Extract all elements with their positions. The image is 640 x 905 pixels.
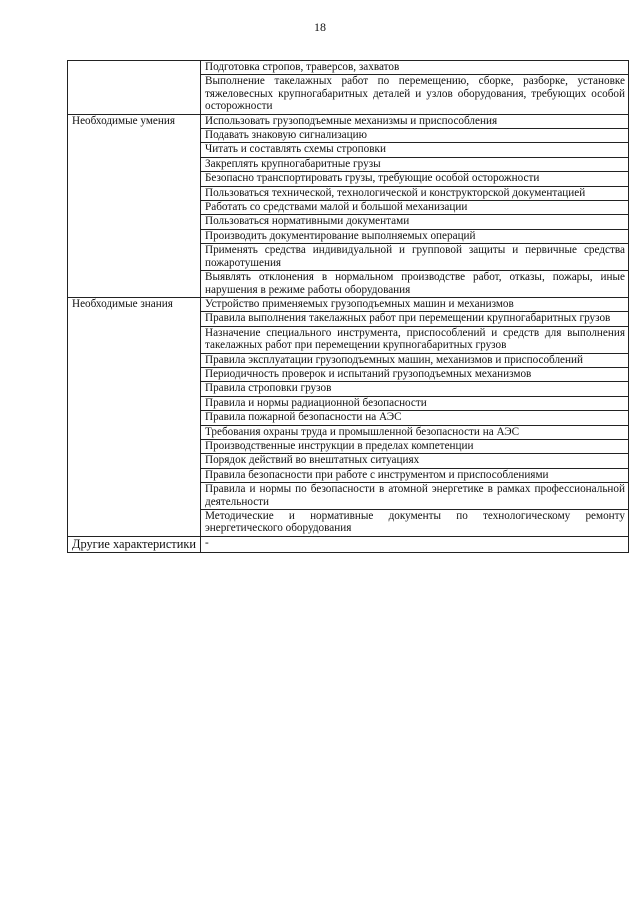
section-item: Выполнение такелажных работ по перемещению, сборке, разборке, установке тяжеловесных крупногабаритных деталей и узлов оборудования, требующих особой осторожности bbox=[201, 75, 629, 114]
table-row bbox=[68, 536, 629, 552]
page-number: 18 bbox=[314, 20, 326, 34]
table-row bbox=[68, 297, 629, 311]
section-label-required-skills: Необходимые умения bbox=[68, 114, 201, 297]
section-item: Работать со средствами малой и большой механизации bbox=[201, 201, 629, 215]
section-item: Выявлять отклонения в нормальном производстве работ, отказы, пожары, иные нарушения в режиме работы оборудования bbox=[201, 271, 629, 298]
section-label-required-knowledge: Необходимые знания bbox=[68, 297, 201, 536]
section-item: Читать и составлять схемы строповки bbox=[201, 143, 629, 157]
section-item: Подготовка стропов, траверсов, захватов bbox=[201, 61, 629, 75]
section-item: Правила безопасности при работе с инструментом и приспособлениями bbox=[201, 468, 629, 482]
section-item: Правила и нормы радиационной безопасности bbox=[201, 396, 629, 410]
table-row bbox=[68, 61, 629, 75]
table-row bbox=[68, 114, 629, 128]
section-item: Применять средства индивидуальной и групповой защиты и первичные средства пожаротушения bbox=[201, 244, 629, 271]
section-item: Пользоваться технической, технологической и конструкторской документацией bbox=[201, 186, 629, 200]
section-item: Использовать грузоподъемные механизмы и приспособления bbox=[201, 114, 629, 128]
section-item: Правила строповки грузов bbox=[201, 382, 629, 396]
section-item: Порядок действий во внештатных ситуациях bbox=[201, 454, 629, 468]
section-item: Производственные инструкции в пределах компетенции bbox=[201, 439, 629, 453]
section-item: Требования охраны труда и промышленной безопасности на АЭС bbox=[201, 425, 629, 439]
section-item: Периодичность проверок и испытаний грузоподъемных механизмов bbox=[201, 367, 629, 381]
section-item: Безопасно транспортировать грузы, требующие особой осторожности bbox=[201, 172, 629, 186]
section-item: Закреплять крупногабаритные грузы bbox=[201, 157, 629, 171]
requirements-table bbox=[67, 60, 629, 553]
section-item: Правила выполнения такелажных работ при перемещении крупногабаритных грузов bbox=[201, 312, 629, 326]
section-label-continued bbox=[68, 61, 201, 115]
section-label-other-characteristics: Другие характеристики bbox=[68, 536, 201, 552]
section-item: Устройство применяемых грузоподъемных машин и механизмов bbox=[201, 297, 629, 311]
section-item: Правила и нормы по безопасности в атомной энергетике в рамках профессиональной деятельности bbox=[201, 483, 629, 510]
section-item: Правила эксплуатации грузоподъемных машин, механизмов и приспособлений bbox=[201, 353, 629, 367]
section-item: Правила пожарной безопасности на АЭС bbox=[201, 411, 629, 425]
section-item: Подавать знаковую сигнализацию bbox=[201, 129, 629, 143]
section-item: - bbox=[201, 536, 629, 552]
section-item: Методические и нормативные документы по технологическому ремонту энергетического оборудования bbox=[201, 510, 629, 537]
section-item: Производить документирование выполняемых операций bbox=[201, 229, 629, 243]
section-item: Пользоваться нормативными документами bbox=[201, 215, 629, 229]
section-item: Назначение специального инструмента, приспособлений и средств для выполнения такелажных работ при перемещении крупногабаритных грузов bbox=[201, 326, 629, 353]
